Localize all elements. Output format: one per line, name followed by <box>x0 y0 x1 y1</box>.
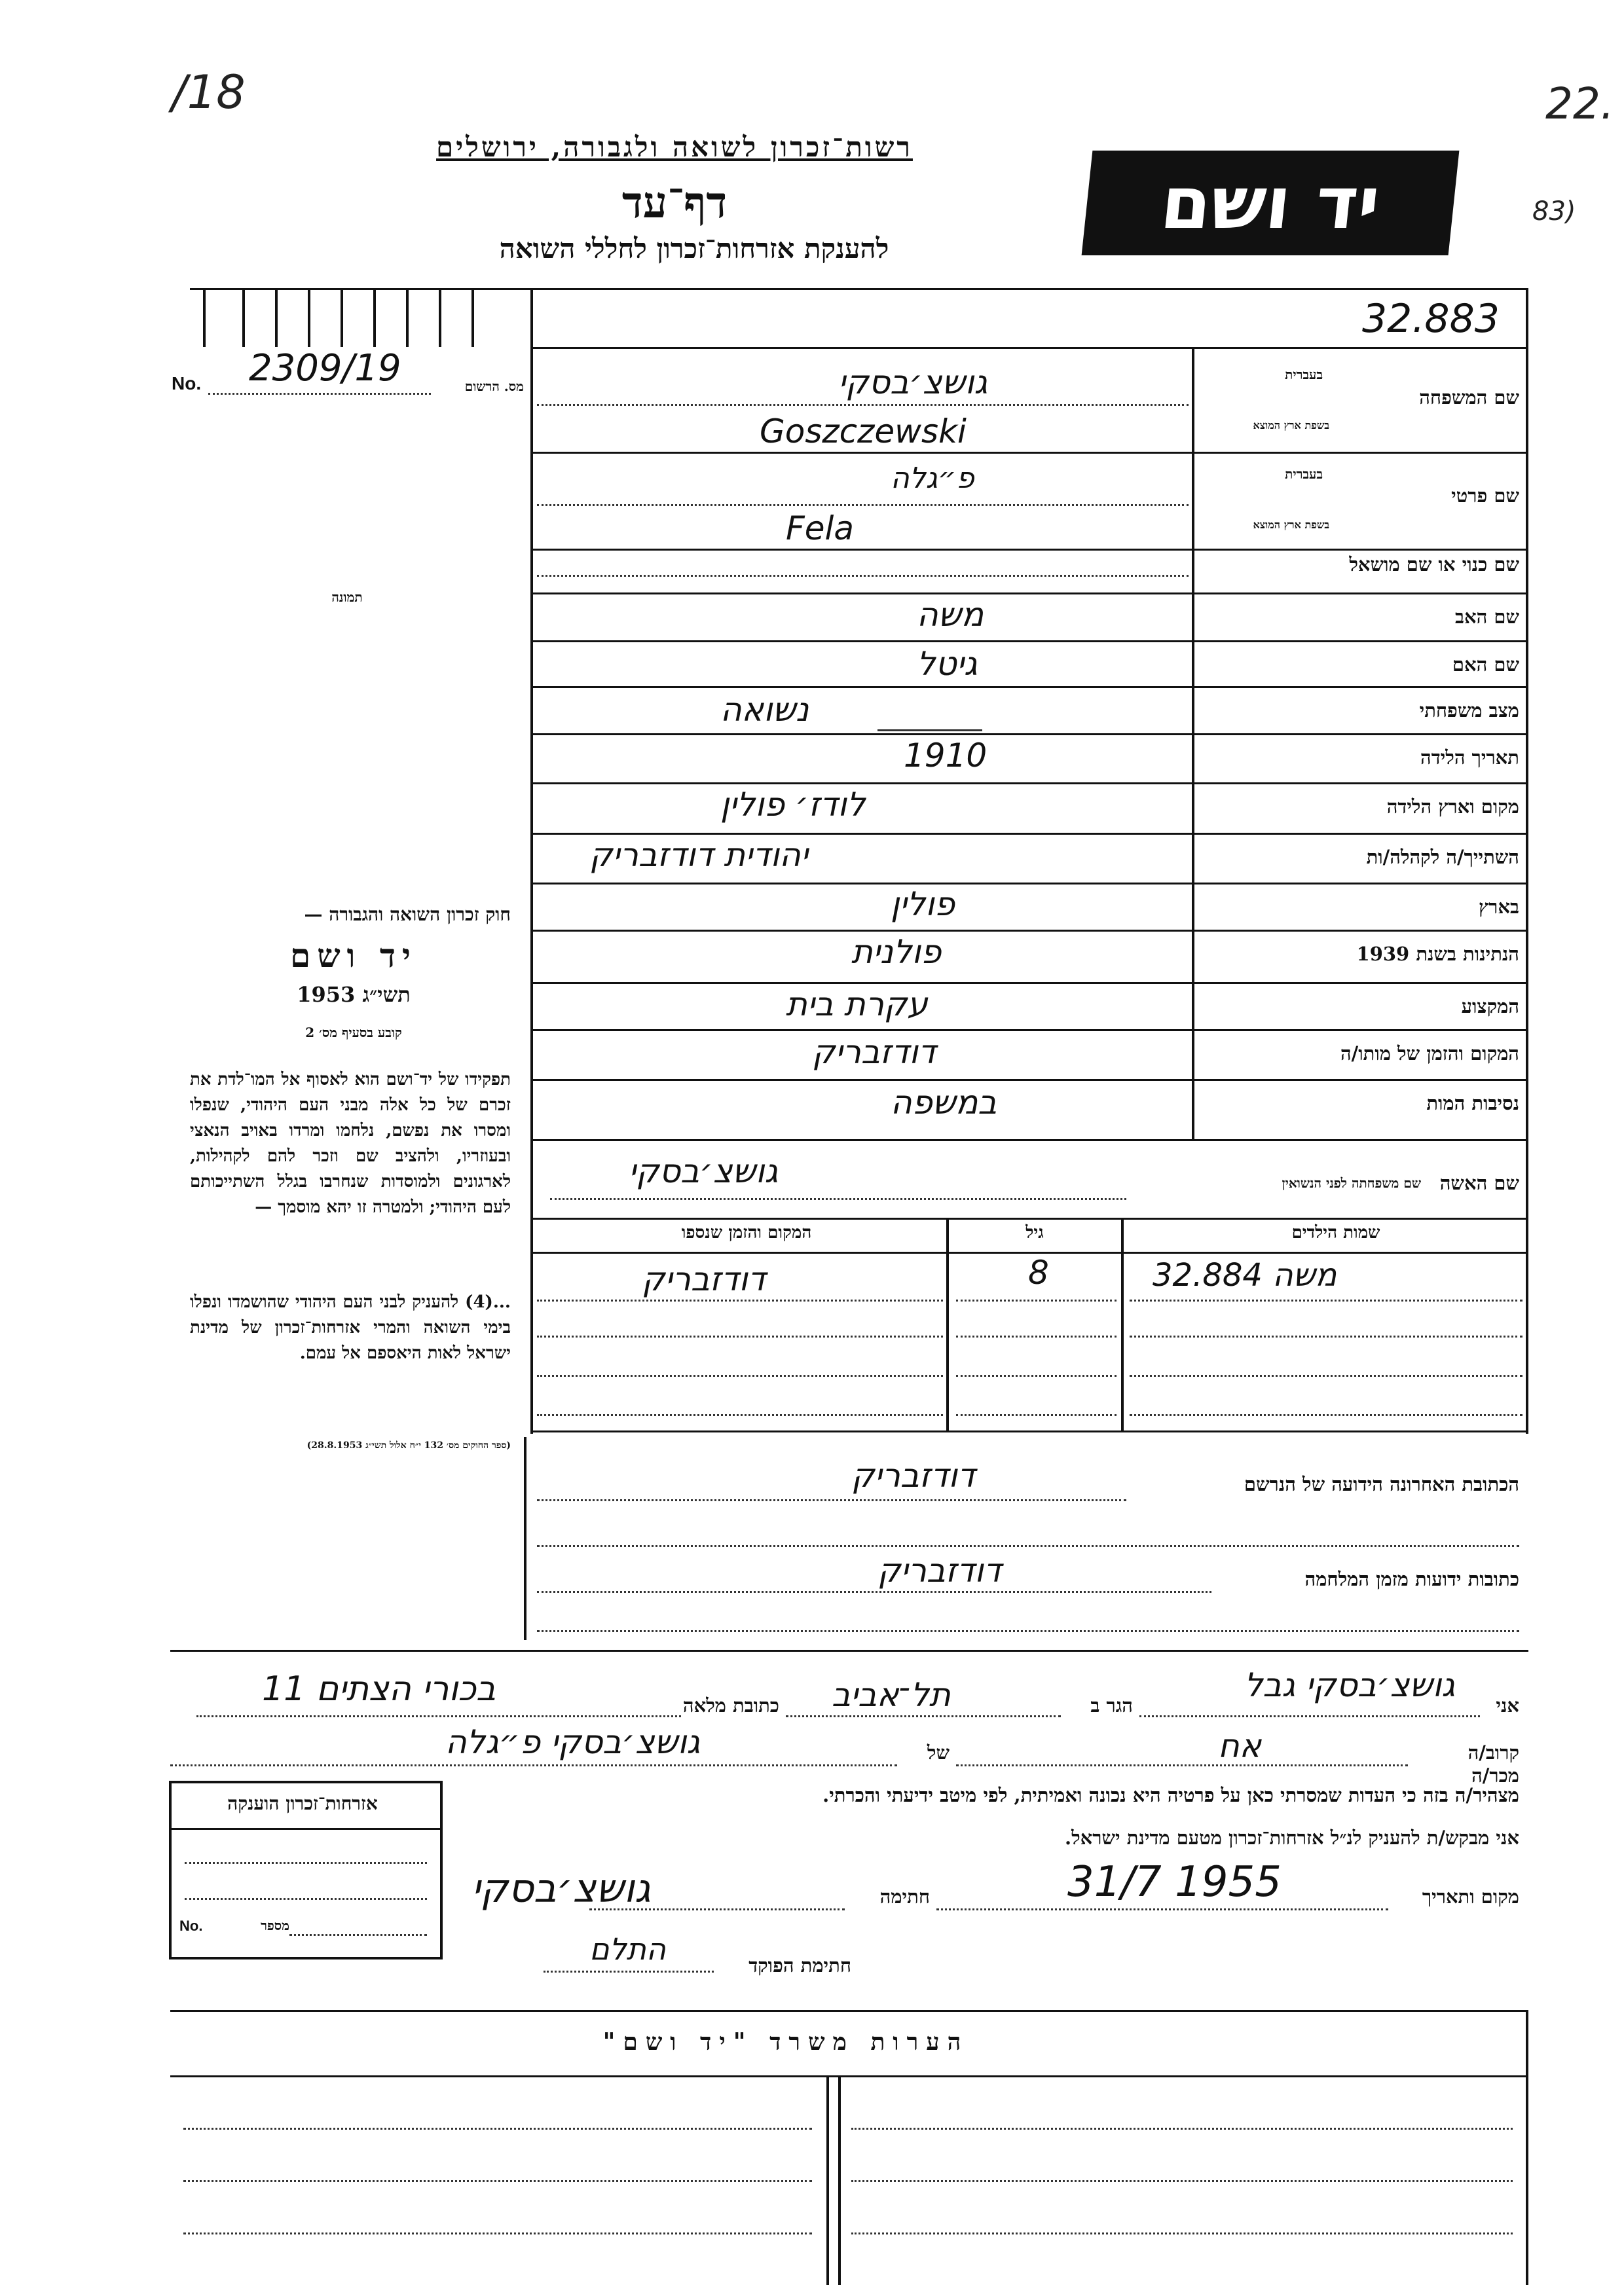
father-name-label: שם האב <box>1454 606 1519 628</box>
relation-value: אח <box>1218 1727 1262 1765</box>
relation-of-value: גושצ׳בסקי פ״גלה <box>445 1723 701 1761</box>
wife-value: גושצ׳בסקי <box>629 1152 779 1190</box>
photo-label: תמונה <box>331 589 363 605</box>
last-address-label: הכתובת האחרונה הידועה של הנרשם <box>1244 1473 1519 1495</box>
declarant-label: אני <box>1496 1694 1519 1717</box>
resident-label: הגר ב <box>1090 1694 1133 1717</box>
margin-note-top-left: /18 <box>172 65 246 119</box>
child-name-value: משה 32.884 <box>1153 1257 1337 1294</box>
law-gazette: (ספר החוקים מס׳ 132 י״ח אלול תשי״ג 28.8.1953) <box>306 1440 511 1451</box>
first-name-sub-hebrew: בעברית <box>1285 466 1323 482</box>
margin-note-top-right: 22. <box>1545 79 1614 129</box>
margin-note-top-right-2: 83) <box>1532 196 1576 227</box>
first-name-hebrew: פ״גלה <box>891 462 974 495</box>
logo-text: יד ושם <box>1156 161 1384 245</box>
file-number: 32.883 <box>1362 296 1500 342</box>
wife-label: שם האשה <box>1439 1172 1519 1194</box>
authority-name: רשות־זכרון לשואה ולגבורה, ירושלים <box>436 131 913 163</box>
citizenship-1939-value: פולנית <box>851 933 942 971</box>
citizenship-granted-box <box>169 1781 443 1959</box>
death-place-time-value: דודזבריק <box>812 1033 936 1071</box>
child-place-value: דודזבריק <box>642 1260 766 1298</box>
community-label: השתייך/ה לקהלה/ות <box>1366 846 1519 868</box>
profession-value: עקרת בית <box>786 985 928 1023</box>
family-name-origin: Goszczewski <box>760 412 967 450</box>
full-address-label: כתובת מלאה <box>682 1694 779 1717</box>
country-value: פולין <box>891 885 955 923</box>
law-year: תשי״ג 1953 <box>297 982 411 1007</box>
yad-vashem-logo <box>1082 151 1460 255</box>
wife-sub-label: שם משפחתה לפני הנשואין <box>1282 1175 1421 1191</box>
place-date-label: מקום ותאריך <box>1422 1886 1519 1908</box>
family-name-sub-hebrew: בעברית <box>1285 367 1323 382</box>
place-date-value: 31/7 1955 <box>1067 1858 1282 1906</box>
registration-label: מס. הרשום <box>464 378 524 394</box>
citizenship-box-number-label: מספר <box>261 1918 289 1933</box>
registration-boxes <box>190 288 530 347</box>
law-name: יד ושם <box>290 936 417 975</box>
citizenship-box-no-label: No. <box>179 1918 203 1934</box>
wartime-address-label: כתובות ידועות מזמן המלחמה <box>1304 1568 1519 1590</box>
marital-status-label: מצב משפחתי <box>1419 699 1519 721</box>
registration-no-label: No. <box>172 373 202 393</box>
wartime-address-value: דודזבריק <box>877 1552 1002 1590</box>
children-age-header: גיל <box>1025 1223 1044 1243</box>
birthplace-label: מקום וארץ הלידה <box>1386 795 1519 818</box>
form-subtitle: להענקת אזרחות־זכרון לחללי השואה <box>499 232 889 264</box>
family-name-label: שם המשפחה <box>1419 386 1519 409</box>
law-text-1: תפקידו של יד־ושם הוא לאסוף אל המו־לדת את זכרם של כל אלה מבני העם היהודי, שנפלו ומסרו את נפשם, נלחמו ומרדו באויב הנאצי ובעוזריו, ולהציב שם וזכר להם לקהילות, לארגונים ולמוסדות שנחרבו בגלל השתייכותם לעם היהודי; ולמטרה זו יהא מוסמך — <box>190 1070 511 1217</box>
last-address-value: דודזבריק <box>851 1457 976 1495</box>
country-label: בארץ <box>1479 896 1519 918</box>
child-age-value: 8 <box>1028 1254 1049 1292</box>
family-name-hebrew: גושצ׳בסקי <box>838 363 988 401</box>
first-name-label: שם פרטי <box>1451 484 1519 507</box>
official-signature-label: חתימת הפוקד <box>748 1954 851 1977</box>
children-place-header: המקום והזמן שנספו <box>681 1223 812 1243</box>
children-names-header: שמות הילדים <box>1291 1223 1380 1243</box>
marital-status-value: נשואה <box>720 691 809 729</box>
nickname-label: שם כנוי או שם מושאל <box>1349 553 1519 575</box>
registration-number: 2309/19 <box>249 347 401 390</box>
first-name-origin: Fela <box>786 509 855 547</box>
official-signature-value: התלם <box>589 1931 666 1967</box>
birth-date-label: תאריך הלידה <box>1420 746 1519 769</box>
declarant-value: גושצ׳בסקי גבל <box>1244 1666 1455 1704</box>
struck-word <box>877 701 982 731</box>
signature-value: גושצ׳בסקי <box>471 1866 651 1912</box>
father-name-value: משה <box>917 596 984 634</box>
form-title: דף־עד <box>621 177 728 228</box>
death-circumstances-value: במשפה <box>891 1084 997 1121</box>
resident-value: תל־אביב <box>832 1676 951 1714</box>
profession-label: המקצוע <box>1461 995 1519 1017</box>
death-circumstances-label: נסיבות המות <box>1426 1092 1519 1114</box>
first-name-sub-origin: בשפת ארץ המוצא <box>1253 519 1329 531</box>
statement-1: מצהיר/ה בזה כי העדות שמסרתי כאן על פרטיה היא נכונה ואמיתית, לפי מיטב ידיעתי והכרתי. <box>822 1784 1519 1806</box>
law-title: חוק זכרון השואה והגבורה — <box>304 903 511 925</box>
signature-label: חתימה <box>879 1886 930 1908</box>
statement-2: אני מבקש/ת להעניק לנ״ל אזרחות־זכרון מטעם מדינת ישראל. <box>1065 1827 1519 1849</box>
birthplace-value: לודז׳ פולין <box>720 786 866 824</box>
relation-of-label: של <box>927 1741 950 1764</box>
citizenship-box-title: אזרחות־זכרון הוענקה <box>227 1793 378 1814</box>
mother-name-label: שם האם <box>1452 653 1519 676</box>
full-address-value: בכורי הצתים 11 <box>262 1669 496 1709</box>
death-place-time-label: המקום והזמן של מותו/ה <box>1340 1042 1519 1065</box>
relation-label: קרוב/ה מכר/ה <box>1467 1741 1519 1787</box>
law-text-2: ...(4) להעניק לבני העם היהודי שהושמדו ונפלו בימי השואה והמרי אזרחות־זכרון של מדינת ישראל לאות היאספם אל עמם. <box>190 1292 511 1363</box>
birth-date-value: 1910 <box>904 737 987 774</box>
community-value: יהודית דודזבריק <box>589 836 809 874</box>
law-section: קובע בסעיף מס׳ 2 <box>305 1025 402 1040</box>
citizenship-1939-label: הנתינות בשנת 1939 <box>1356 943 1519 965</box>
office-notes-title: הערות משרד "יד ושם" <box>602 2028 969 2056</box>
family-name-sub-origin: בשפת ארץ המוצא <box>1253 419 1329 431</box>
mother-name-value: גיטל <box>917 645 978 683</box>
